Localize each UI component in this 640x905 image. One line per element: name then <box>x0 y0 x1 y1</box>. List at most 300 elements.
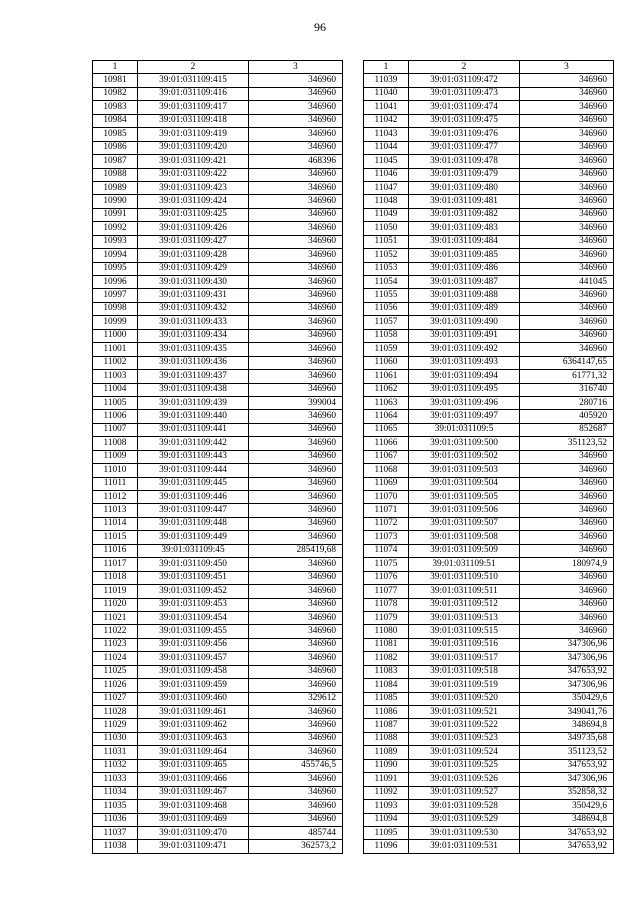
row-number-cell: 11077 <box>364 585 409 598</box>
cadastral-number-cell: 39:01:031109:416 <box>138 87 249 100</box>
cadastral-number-cell: 39:01:031109:51 <box>409 558 520 571</box>
cadastral-number-cell: 39:01:031109:445 <box>138 477 249 490</box>
cadastral-number-cell: 39:01:031109:494 <box>409 370 520 383</box>
value-cell: 468396 <box>249 155 343 168</box>
cadastral-number-cell: 39:01:031109:525 <box>409 759 520 772</box>
row-number-cell: 11063 <box>364 396 409 409</box>
cadastral-number-cell: 39:01:031109:481 <box>409 195 520 208</box>
cadastral-number-cell: 39:01:031109:530 <box>409 826 520 839</box>
cadastral-number-cell: 39:01:031109:486 <box>409 262 520 275</box>
table-row <box>93 813 343 826</box>
column-header: 3 <box>249 61 343 74</box>
value-cell: 350429,6 <box>520 800 614 813</box>
row-number-cell: 11004 <box>93 383 138 396</box>
cadastral-number-cell: 39:01:031109:512 <box>409 598 520 611</box>
cadastral-number-cell: 39:01:031109:524 <box>409 746 520 759</box>
row-number-cell: 11007 <box>93 423 138 436</box>
table-row <box>93 665 343 678</box>
cadastral-number-cell: 39:01:031109:444 <box>138 464 249 477</box>
row-number-cell: 11038 <box>93 840 138 853</box>
value-cell: 346960 <box>520 316 614 329</box>
cadastral-number-cell: 39:01:031109:471 <box>138 840 249 853</box>
value-cell: 347653,92 <box>520 665 614 678</box>
value-cell: 399004 <box>249 396 343 409</box>
row-number-cell: 10999 <box>93 316 138 329</box>
row-number-cell: 11095 <box>364 826 409 839</box>
value-cell: 346960 <box>249 571 343 584</box>
row-number-cell: 11010 <box>93 464 138 477</box>
cadastral-number-cell: 39:01:031109:461 <box>138 706 249 719</box>
value-cell: 346960 <box>249 87 343 100</box>
row-number-cell: 11043 <box>364 128 409 141</box>
row-number-cell: 10985 <box>93 128 138 141</box>
value-cell: 346960 <box>249 128 343 141</box>
row-number-cell: 11005 <box>93 396 138 409</box>
cadastral-number-cell: 39:01:031109:475 <box>409 114 520 127</box>
value-cell: 61771,32 <box>520 370 614 383</box>
table-row <box>364 128 614 141</box>
value-cell: 346960 <box>249 706 343 719</box>
row-number-cell: 11052 <box>364 249 409 262</box>
value-cell: 346960 <box>249 316 343 329</box>
table-row <box>93 141 343 154</box>
value-cell: 346960 <box>249 74 343 87</box>
value-cell: 455746,5 <box>249 759 343 772</box>
table-row <box>364 155 614 168</box>
table-row <box>364 262 614 275</box>
row-number-cell: 11084 <box>364 679 409 692</box>
cadastral-number-cell: 39:01:031109:472 <box>409 74 520 87</box>
cadastral-number-cell: 39:01:031109:432 <box>138 302 249 315</box>
row-number-cell: 10993 <box>93 235 138 248</box>
table-row <box>364 437 614 450</box>
value-cell: 346960 <box>520 625 614 638</box>
row-number-cell: 11082 <box>364 652 409 665</box>
cadastral-number-cell: 39:01:031109:503 <box>409 464 520 477</box>
cadastral-number-cell: 39:01:031109:527 <box>409 786 520 799</box>
value-cell: 346960 <box>249 598 343 611</box>
row-number-cell: 11086 <box>364 706 409 719</box>
value-cell: 346960 <box>249 289 343 302</box>
row-number-cell: 11068 <box>364 464 409 477</box>
value-cell: 346960 <box>249 786 343 799</box>
table-row <box>364 544 614 557</box>
row-number-cell: 11072 <box>364 517 409 530</box>
row-number-cell: 11085 <box>364 692 409 705</box>
row-number-cell: 11030 <box>93 732 138 745</box>
value-cell: 346960 <box>249 370 343 383</box>
cadastral-number-cell: 39:01:031109:467 <box>138 786 249 799</box>
table-row <box>364 329 614 342</box>
cadastral-number-cell: 39:01:031109:452 <box>138 585 249 598</box>
value-cell: 329612 <box>249 692 343 705</box>
cadastral-number-cell: 39:01:031109:520 <box>409 692 520 705</box>
cadastral-number-cell: 39:01:031109:492 <box>409 343 520 356</box>
value-cell: 316740 <box>520 383 614 396</box>
value-cell: 347306,96 <box>520 773 614 786</box>
value-cell: 346960 <box>249 719 343 732</box>
row-number-cell: 11071 <box>364 504 409 517</box>
cadastral-number-cell: 39:01:031109:436 <box>138 356 249 369</box>
value-cell: 346960 <box>249 168 343 181</box>
cadastral-number-cell: 39:01:031109:439 <box>138 396 249 409</box>
table-row <box>93 719 343 732</box>
table-row <box>364 652 614 665</box>
cadastral-number-cell: 39:01:031109:440 <box>138 410 249 423</box>
row-number-cell: 11056 <box>364 302 409 315</box>
cadastral-number-cell: 39:01:031109:510 <box>409 571 520 584</box>
row-number-cell: 11054 <box>364 276 409 289</box>
table-row <box>364 558 614 571</box>
table-row <box>364 316 614 329</box>
table-row <box>364 773 614 786</box>
row-number-cell: 11032 <box>93 759 138 772</box>
cadastral-number-cell: 39:01:031109:477 <box>409 141 520 154</box>
row-number-cell: 11018 <box>93 571 138 584</box>
row-number-cell: 11081 <box>364 638 409 651</box>
value-cell: 347306,96 <box>520 652 614 665</box>
row-number-cell: 11074 <box>364 544 409 557</box>
value-cell: 346960 <box>249 208 343 221</box>
cadastral-number-cell: 39:01:031109:517 <box>409 652 520 665</box>
row-number-cell: 10983 <box>93 101 138 114</box>
table-row <box>93 544 343 557</box>
row-number-cell: 11015 <box>93 531 138 544</box>
table-row <box>93 343 343 356</box>
table-row <box>364 692 614 705</box>
cadastral-number-cell: 39:01:031109:459 <box>138 679 249 692</box>
cadastral-number-cell: 39:01:031109:426 <box>138 222 249 235</box>
value-cell: 346960 <box>249 262 343 275</box>
table-row <box>364 222 614 235</box>
cadastral-number-cell: 39:01:031109:437 <box>138 370 249 383</box>
row-number-cell: 11090 <box>364 759 409 772</box>
table-row <box>93 423 343 436</box>
table-row <box>364 87 614 100</box>
value-cell: 346960 <box>249 517 343 530</box>
row-number-cell: 11080 <box>364 625 409 638</box>
value-cell: 346960 <box>249 437 343 450</box>
cadastral-number-cell: 39:01:031109:451 <box>138 571 249 584</box>
value-cell: 346960 <box>520 114 614 127</box>
table-row <box>93 625 343 638</box>
column-header: 2 <box>138 61 249 74</box>
row-number-cell: 11033 <box>93 773 138 786</box>
cadastral-number-cell: 39:01:031109:454 <box>138 611 249 624</box>
row-number-cell: 11008 <box>93 437 138 450</box>
table-row <box>364 665 614 678</box>
row-number-cell: 10982 <box>93 87 138 100</box>
value-cell: 346960 <box>520 74 614 87</box>
cadastral-number-cell: 39:01:031109:489 <box>409 302 520 315</box>
value-cell: 346960 <box>520 329 614 342</box>
cadastral-number-cell: 39:01:031109:490 <box>409 316 520 329</box>
table-row <box>93 638 343 651</box>
table-row <box>93 302 343 315</box>
table-row <box>93 168 343 181</box>
value-cell: 346960 <box>249 732 343 745</box>
cadastral-number-cell: 39:01:031109:504 <box>409 477 520 490</box>
cadastral-number-cell: 39:01:031109:509 <box>409 544 520 557</box>
cadastral-number-cell: 39:01:031109:497 <box>409 410 520 423</box>
cadastral-number-cell: 39:01:031109:487 <box>409 276 520 289</box>
value-cell: 346960 <box>520 491 614 504</box>
cadastral-number-cell: 39:01:031109:419 <box>138 128 249 141</box>
value-cell: 346960 <box>249 638 343 651</box>
row-number-cell: 11039 <box>364 74 409 87</box>
row-number-cell: 11092 <box>364 786 409 799</box>
table-row <box>364 141 614 154</box>
cadastral-number-cell: 39:01:031109:434 <box>138 329 249 342</box>
table-row <box>364 732 614 745</box>
cadastral-number-cell: 39:01:031109:521 <box>409 706 520 719</box>
value-cell: 485744 <box>249 826 343 839</box>
table-row <box>364 276 614 289</box>
value-cell: 6364147,65 <box>520 356 614 369</box>
row-number-cell: 11013 <box>93 504 138 517</box>
table-row <box>93 464 343 477</box>
row-number-cell: 11046 <box>364 168 409 181</box>
table-row <box>93 181 343 194</box>
column-header: 2 <box>409 61 520 74</box>
table-row <box>93 679 343 692</box>
table-row <box>93 101 343 114</box>
row-number-cell: 11006 <box>93 410 138 423</box>
value-cell: 349041,76 <box>520 706 614 719</box>
value-cell: 346960 <box>520 87 614 100</box>
value-cell: 346960 <box>249 181 343 194</box>
cadastral-number-cell: 39:01:031109:438 <box>138 383 249 396</box>
table-row <box>364 625 614 638</box>
value-cell: 346960 <box>249 114 343 127</box>
table-row <box>364 289 614 302</box>
cadastral-number-cell: 39:01:031109:421 <box>138 155 249 168</box>
value-cell: 346960 <box>520 235 614 248</box>
table-row <box>364 477 614 490</box>
table-row <box>93 329 343 342</box>
cadastral-number-cell: 39:01:031109:465 <box>138 759 249 772</box>
cadastral-number-cell: 39:01:031109:423 <box>138 181 249 194</box>
row-number-cell: 11091 <box>364 773 409 786</box>
cadastral-number-cell: 39:01:031109:456 <box>138 638 249 651</box>
table-header-row <box>93 61 343 74</box>
row-number-cell: 10997 <box>93 289 138 302</box>
value-cell: 346960 <box>520 128 614 141</box>
table-row <box>364 531 614 544</box>
row-number-cell: 11069 <box>364 477 409 490</box>
cadastral-number-cell: 39:01:031109:531 <box>409 840 520 853</box>
left-table-body <box>93 61 343 854</box>
row-number-cell: 11058 <box>364 329 409 342</box>
table-row <box>93 155 343 168</box>
value-cell: 346960 <box>520 289 614 302</box>
table-row <box>93 208 343 221</box>
value-cell: 347306,96 <box>520 679 614 692</box>
table-row <box>93 87 343 100</box>
value-cell: 285419,68 <box>249 544 343 557</box>
value-cell: 346960 <box>520 222 614 235</box>
table-row <box>364 746 614 759</box>
cadastral-number-cell: 39:01:031109:417 <box>138 101 249 114</box>
cadastral-number-cell: 39:01:031109:491 <box>409 329 520 342</box>
table-row <box>364 638 614 651</box>
value-cell: 347653,92 <box>520 759 614 772</box>
table-row <box>364 759 614 772</box>
row-number-cell: 11062 <box>364 383 409 396</box>
table-row <box>93 746 343 759</box>
value-cell: 346960 <box>249 383 343 396</box>
value-cell: 346960 <box>249 504 343 517</box>
cadastral-number-cell: 39:01:031109:511 <box>409 585 520 598</box>
row-number-cell: 10998 <box>93 302 138 315</box>
cadastral-number-cell: 39:01:031109:513 <box>409 611 520 624</box>
row-number-cell: 11064 <box>364 410 409 423</box>
value-cell: 346960 <box>520 585 614 598</box>
value-cell: 346960 <box>249 679 343 692</box>
row-number-cell: 11026 <box>93 679 138 692</box>
value-cell: 351123,52 <box>520 746 614 759</box>
table-row <box>364 396 614 409</box>
cadastral-number-cell: 39:01:031109:482 <box>409 208 520 221</box>
row-number-cell: 11011 <box>93 477 138 490</box>
cadastral-number-cell: 39:01:031109:507 <box>409 517 520 530</box>
table-row <box>93 396 343 409</box>
table-row <box>364 423 614 436</box>
table-row <box>93 222 343 235</box>
value-cell: 347306,96 <box>520 638 614 651</box>
value-cell: 346960 <box>249 450 343 463</box>
table-row <box>364 585 614 598</box>
cadastral-number-cell: 39:01:031109:478 <box>409 155 520 168</box>
row-number-cell: 11022 <box>93 625 138 638</box>
row-number-cell: 11096 <box>364 840 409 853</box>
value-cell: 346960 <box>249 222 343 235</box>
row-number-cell: 11031 <box>93 746 138 759</box>
cadastral-number-cell: 39:01:031109:488 <box>409 289 520 302</box>
value-cell: 346960 <box>249 464 343 477</box>
table-row <box>93 410 343 423</box>
table-row <box>364 343 614 356</box>
row-number-cell: 11036 <box>93 813 138 826</box>
cadastral-number-cell: 39:01:031109:468 <box>138 800 249 813</box>
table-row <box>364 571 614 584</box>
cadastral-number-cell: 39:01:031109:424 <box>138 195 249 208</box>
cadastral-number-cell: 39:01:031109:45 <box>138 544 249 557</box>
row-number-cell: 11089 <box>364 746 409 759</box>
row-number-cell: 11014 <box>93 517 138 530</box>
table-row <box>364 181 614 194</box>
value-cell: 348694,8 <box>520 813 614 826</box>
table-row <box>93 477 343 490</box>
row-number-cell: 11065 <box>364 423 409 436</box>
row-number-cell: 11045 <box>364 155 409 168</box>
table-row <box>364 706 614 719</box>
value-cell: 346960 <box>520 249 614 262</box>
cadastral-number-cell: 39:01:031109:479 <box>409 168 520 181</box>
page-number: 96 <box>314 20 326 34</box>
value-cell: 346960 <box>520 302 614 315</box>
row-number-cell: 10992 <box>93 222 138 235</box>
value-cell: 346960 <box>520 168 614 181</box>
table-row <box>93 585 343 598</box>
table-row <box>93 316 343 329</box>
row-number-cell: 11094 <box>364 813 409 826</box>
cadastral-number-cell: 39:01:031109:449 <box>138 531 249 544</box>
cadastral-number-cell: 39:01:031109:480 <box>409 181 520 194</box>
cadastral-number-cell: 39:01:031109:448 <box>138 517 249 530</box>
row-number-cell: 11003 <box>93 370 138 383</box>
cadastral-number-cell: 39:01:031109:470 <box>138 826 249 839</box>
value-cell: 346960 <box>249 813 343 826</box>
row-number-cell: 10987 <box>93 155 138 168</box>
value-cell: 346960 <box>520 208 614 221</box>
row-number-cell: 11019 <box>93 585 138 598</box>
value-cell: 348694,8 <box>520 719 614 732</box>
table-row <box>364 800 614 813</box>
table-row <box>364 813 614 826</box>
cadastral-number-cell: 39:01:031109:442 <box>138 437 249 450</box>
cadastral-number-cell: 39:01:031109:469 <box>138 813 249 826</box>
cadastral-number-cell: 39:01:031109:523 <box>409 732 520 745</box>
row-number-cell: 11059 <box>364 343 409 356</box>
row-number-cell: 11020 <box>93 598 138 611</box>
row-number-cell: 11049 <box>364 208 409 221</box>
row-number-cell: 11093 <box>364 800 409 813</box>
cadastral-number-cell: 39:01:031109:476 <box>409 128 520 141</box>
value-cell: 352858,32 <box>520 786 614 799</box>
cadastral-number-cell: 39:01:031109:528 <box>409 800 520 813</box>
cadastral-number-cell: 39:01:031109:457 <box>138 652 249 665</box>
cadastral-number-cell: 39:01:031109:529 <box>409 813 520 826</box>
row-number-cell: 11016 <box>93 544 138 557</box>
row-number-cell: 11034 <box>93 786 138 799</box>
table-row <box>364 249 614 262</box>
table-row <box>364 302 614 315</box>
row-number-cell: 11002 <box>93 356 138 369</box>
cadastral-number-cell: 39:01:031109:526 <box>409 773 520 786</box>
row-number-cell: 10984 <box>93 114 138 127</box>
table-row <box>93 450 343 463</box>
row-number-cell: 11057 <box>364 316 409 329</box>
value-cell: 346960 <box>249 611 343 624</box>
cadastral-number-cell: 39:01:031109:422 <box>138 168 249 181</box>
table-row <box>364 410 614 423</box>
table-row <box>364 491 614 504</box>
table-row <box>93 262 343 275</box>
table-row <box>364 517 614 530</box>
table-row <box>93 235 343 248</box>
value-cell: 346960 <box>520 181 614 194</box>
value-cell: 346960 <box>520 101 614 114</box>
row-number-cell: 11028 <box>93 706 138 719</box>
column-header: 3 <box>520 61 614 74</box>
row-number-cell: 11060 <box>364 356 409 369</box>
value-cell: 346960 <box>520 517 614 530</box>
row-number-cell: 11027 <box>93 692 138 705</box>
table-row <box>93 558 343 571</box>
row-number-cell: 11048 <box>364 195 409 208</box>
table-row <box>93 611 343 624</box>
value-cell: 346960 <box>249 101 343 114</box>
row-number-cell: 11088 <box>364 732 409 745</box>
row-number-cell: 10986 <box>93 141 138 154</box>
table-row <box>93 800 343 813</box>
value-cell: 346960 <box>249 410 343 423</box>
cadastral-number-cell: 39:01:031109:463 <box>138 732 249 745</box>
table-row <box>364 208 614 221</box>
cadastral-number-cell: 39:01:031109:506 <box>409 504 520 517</box>
table-row <box>93 692 343 705</box>
